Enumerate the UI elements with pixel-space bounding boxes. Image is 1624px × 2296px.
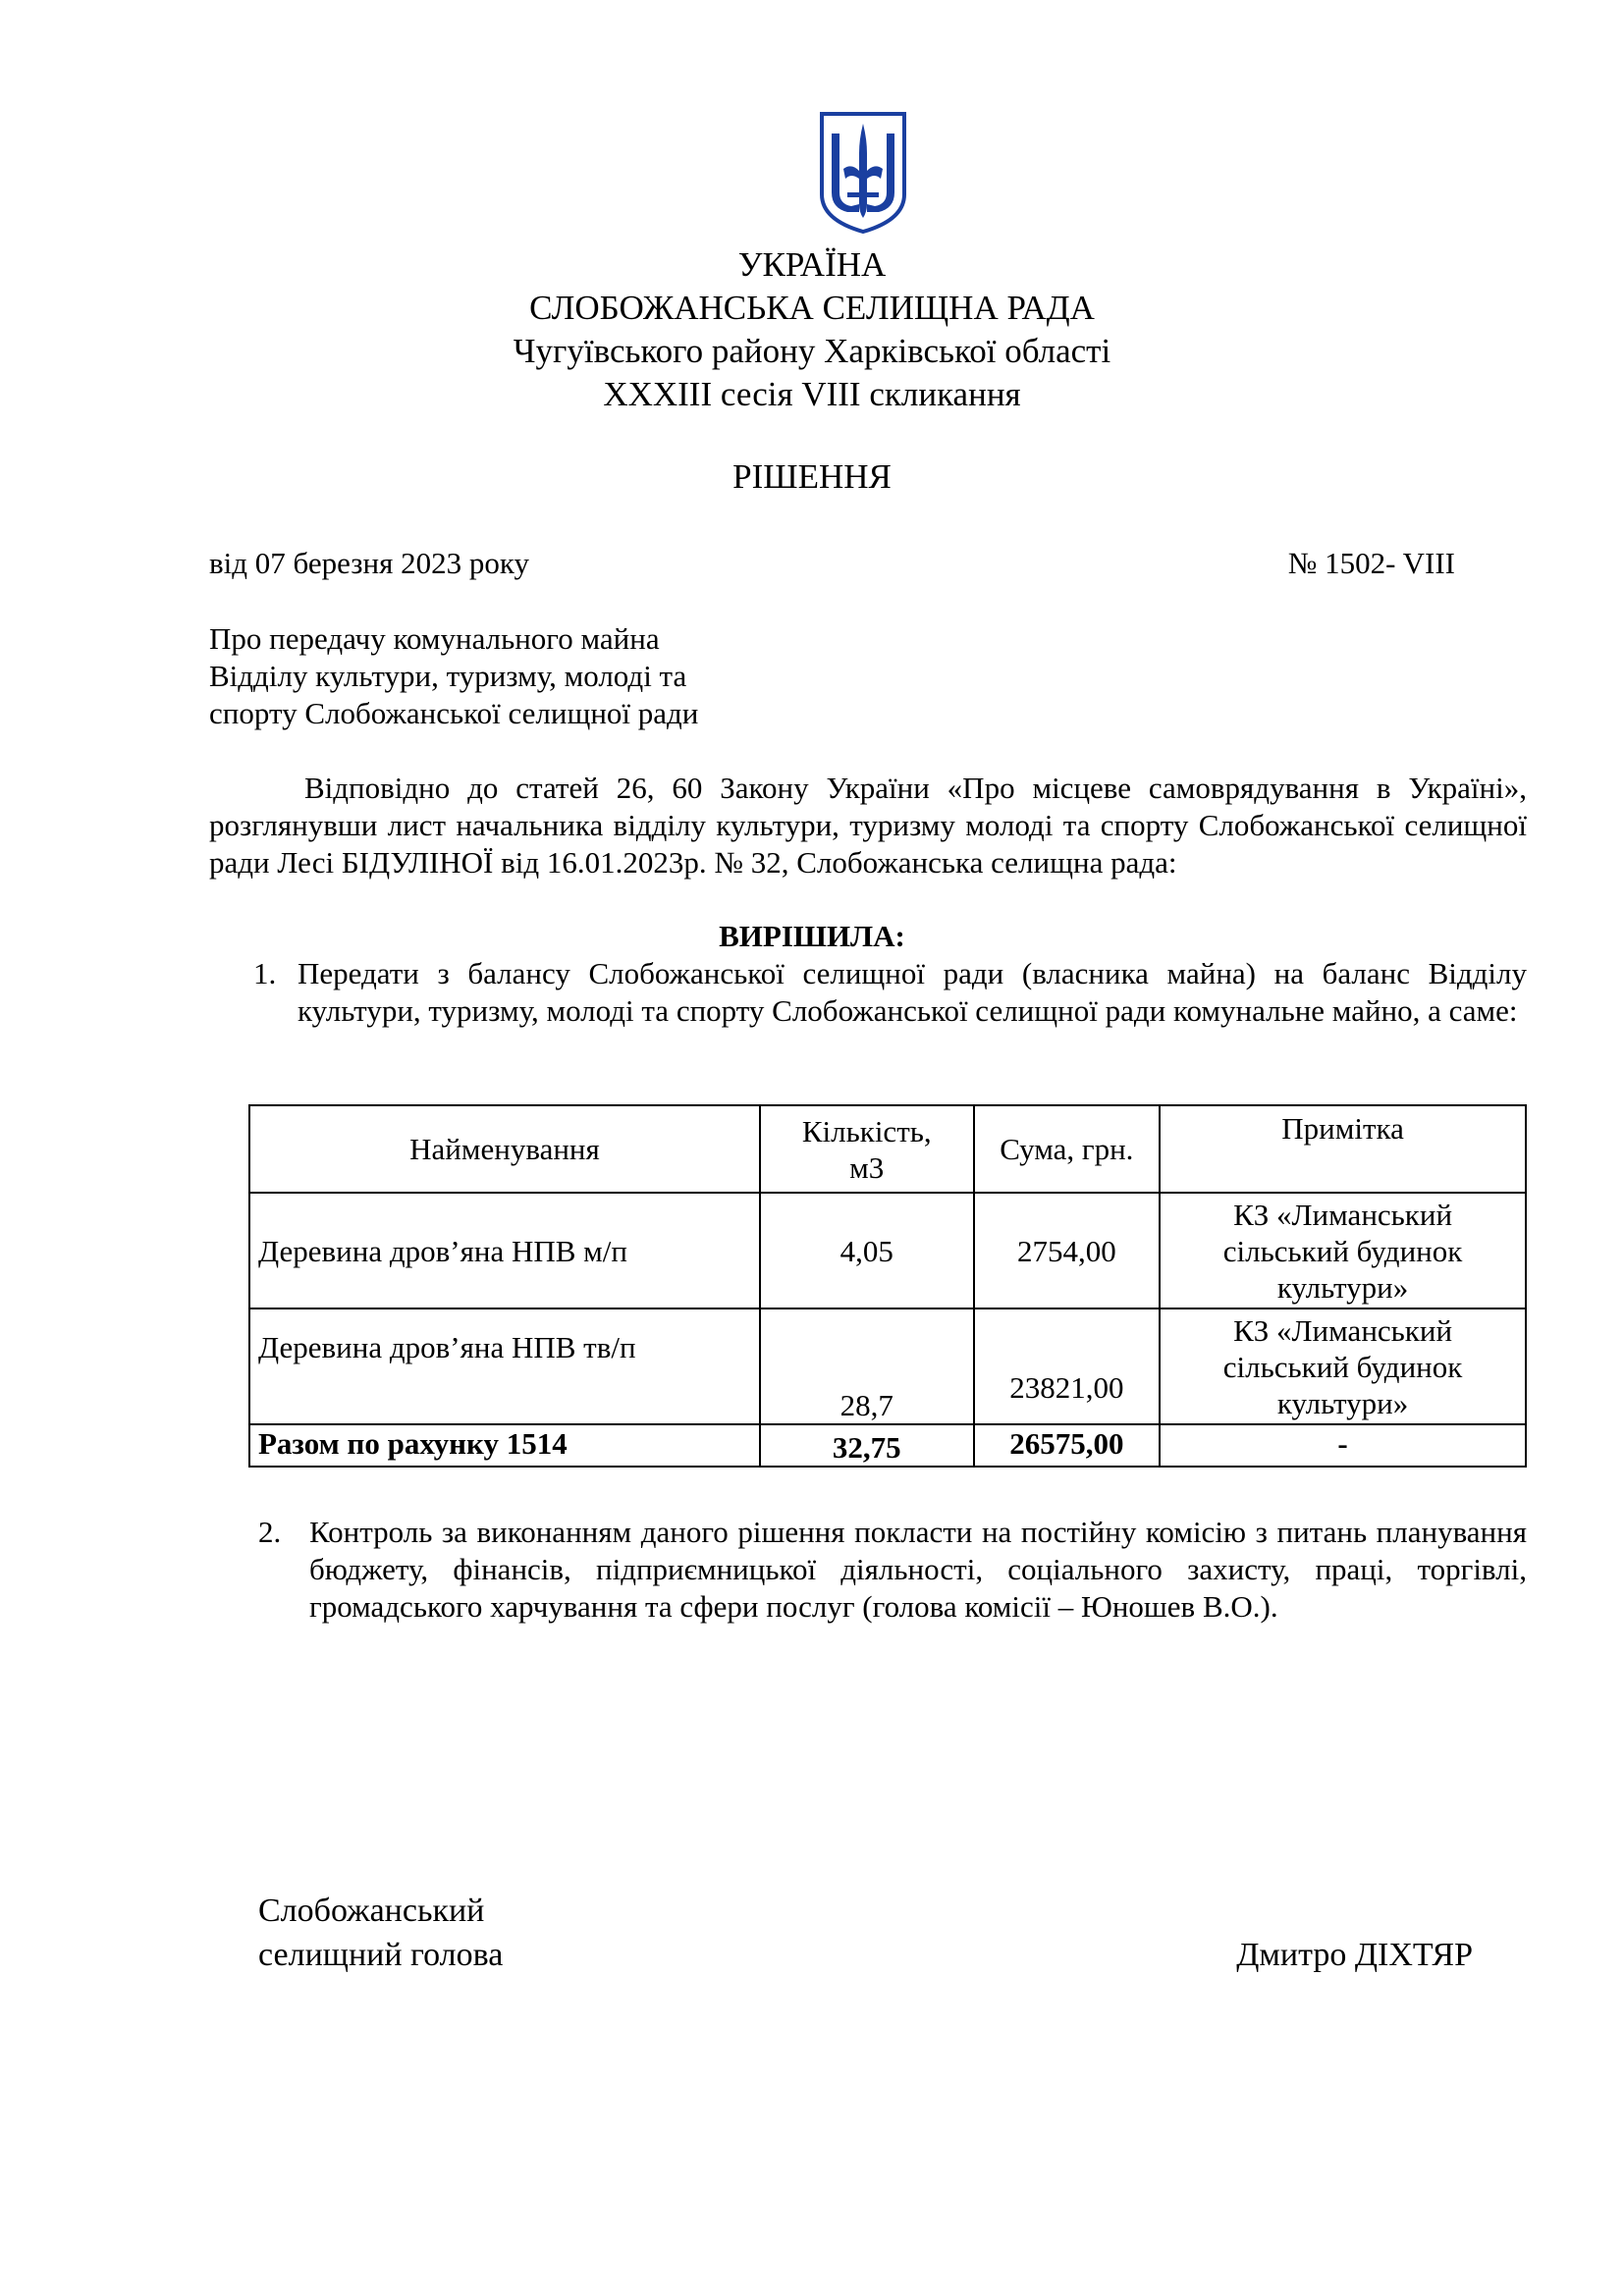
row-2-sum: 23821,00 (974, 1308, 1161, 1424)
header-quantity (760, 1105, 974, 1193)
row-2-note-line-1: КЗ «Лиманський (1233, 1312, 1453, 1348)
row-2-note-line-3: культури» (1276, 1385, 1409, 1420)
coat-of-arms-icon (818, 110, 908, 236)
header-note: Примітка (1160, 1105, 1526, 1193)
header-quantity-line-2: м3 (849, 1149, 885, 1185)
signature-title-line-1: Слобожанський (258, 1893, 485, 1929)
row-1-name: Деревина дров’яна НПВ м/п (249, 1193, 760, 1308)
preamble-paragraph: Відповідно до статей 26, 60 Закону України «Про місцеве самоврядування в Україні», розглянувши лист начальника відділу культури, туризму молоді та спорту Слобожанської селищної ради Лесі БІДУЛІНОЇ від 16.01.2023р. № 32, Слобожанська селищна рада: (209, 771, 1527, 880)
total-name: Разом по рахунку 1514 (249, 1424, 760, 1467)
header-name: Найменування (249, 1105, 760, 1193)
row-2-note-line-2: сільський будинок (1222, 1349, 1463, 1384)
decision-date: від 07 березня 2023 року (209, 546, 529, 580)
header-quantity-line-1: Кількість, (801, 1113, 932, 1148)
decided-heading: ВИРІШИЛА: (719, 919, 905, 953)
table-total-row (249, 1424, 1526, 1467)
subject-line-1: Про передачу комунального майна (209, 621, 660, 656)
table-row (249, 1308, 1526, 1424)
row-2-name: Деревина дров’яна НПВ тв/п (249, 1308, 760, 1424)
item-1-text: Передати з балансу Слобожанської селищної ради (власника майна) на баланс Відділу культури, туризму, молоді та спорту Слобожанської селищної ради комунальне майно, а саме: (298, 956, 1527, 1028)
total-note: - (1160, 1424, 1526, 1467)
row-2-quantity: 28,7 (760, 1308, 974, 1424)
item-2-text: Контроль за виконанням даного рішення покласти на постійну комісію з питань планування бюджету, фінансів, підприємницької діяльності, соціального захисту, праці, торгівлі, громадського харчування та сфери послуг (голова комісії – Юношев В.О.). (309, 1515, 1527, 1624)
signature-name: Дмитро ДІХТЯР (1236, 1937, 1473, 1973)
item-2-number: 2. (258, 1515, 282, 1549)
item-1-number: 1. (253, 956, 277, 990)
row-2-note (1160, 1308, 1526, 1424)
district-title: Чугуївського району Харківської області (513, 332, 1111, 370)
signature-title-line-2: селищний голова (258, 1937, 504, 1973)
row-1-note-line-1: КЗ «Лиманський (1233, 1197, 1453, 1232)
row-1-note (1160, 1193, 1526, 1308)
row-1-note-line-2: сільський будинок (1222, 1233, 1463, 1268)
subject-line-3: спорту Слобожанської селищної ради (209, 696, 699, 730)
doc-type-title: РІШЕННЯ (732, 457, 892, 496)
total-sum: 26575,00 (974, 1424, 1161, 1467)
country-title: УКРАЇНА (737, 245, 887, 284)
header-sum: Сума, грн. (974, 1105, 1161, 1193)
total-quantity: 32,75 (760, 1424, 974, 1467)
session-title: XXXIII сесія VIII скликання (603, 375, 1021, 413)
table-row (249, 1193, 1526, 1308)
row-1-note-line-3: культури» (1276, 1269, 1409, 1305)
property-table (248, 1104, 1527, 1468)
row-1-sum: 2754,00 (974, 1193, 1161, 1308)
table-header-row (249, 1105, 1526, 1193)
subject-line-2: Відділу культури, туризму, молоді та (209, 659, 687, 693)
row-1-quantity: 4,05 (760, 1193, 974, 1308)
council-title: СЛОБОЖАНСЬКА СЕЛИЩНА РАДА (529, 289, 1095, 327)
decision-number: № 1502- VIII (1287, 546, 1455, 580)
